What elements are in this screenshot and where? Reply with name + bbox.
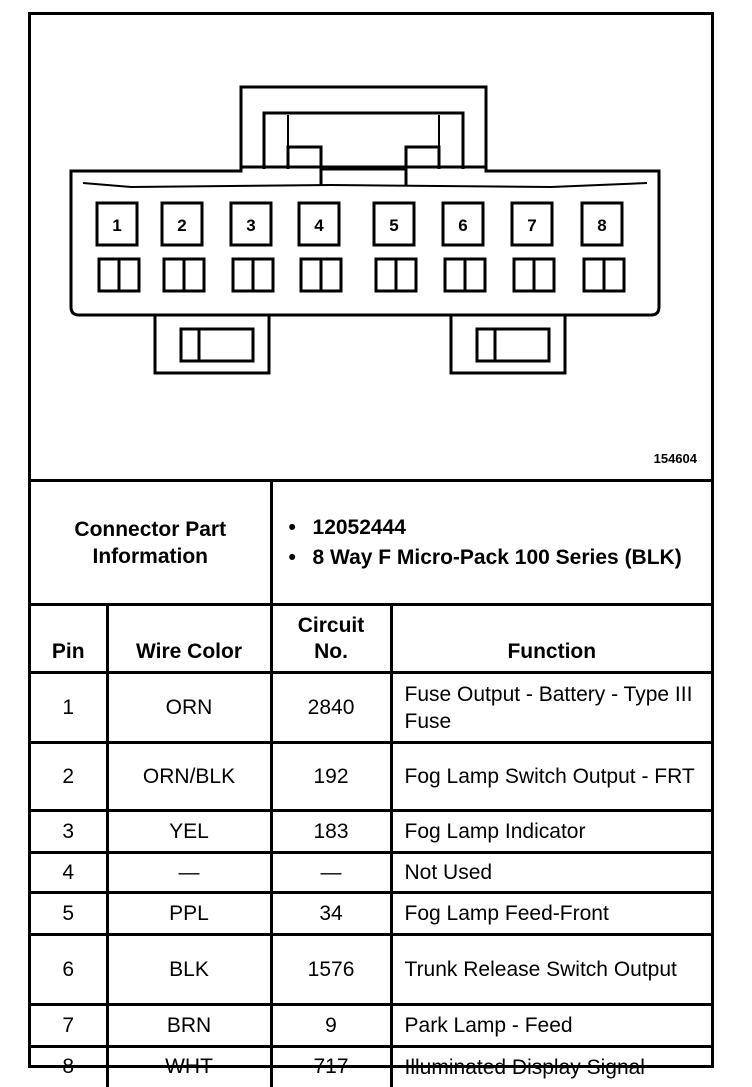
table-header-row <box>31 605 711 673</box>
cell-circuit: 183 <box>271 811 391 853</box>
table-row <box>31 853 711 893</box>
cell-pin: 8 <box>31 1047 107 1087</box>
cell-function: Fog Lamp Feed-Front <box>391 893 711 935</box>
cell-wire-color: PPL <box>107 893 271 935</box>
cell-function: Fog Lamp Indicator <box>391 811 711 853</box>
mount-tab-left <box>155 315 269 373</box>
connector-info-row <box>31 481 711 605</box>
connector-info-label: Connector Part Information <box>31 481 271 605</box>
cell-wire-color: ORN <box>107 673 271 743</box>
pin-number-6: 6 <box>458 216 468 235</box>
pin-number-4: 4 <box>314 216 324 235</box>
connector-description: • 8 Way F Micro-Pack 100 Series (BLK) <box>313 543 704 573</box>
pinout-table <box>31 479 711 1087</box>
cell-circuit: 717 <box>271 1047 391 1087</box>
cell-pin: 6 <box>31 935 107 1005</box>
cell-circuit: 2840 <box>271 673 391 743</box>
connector-diagram <box>31 15 711 479</box>
cell-function: Trunk Release Switch Output <box>391 935 711 1005</box>
pin-number-5: 5 <box>389 216 399 235</box>
table-row <box>31 743 711 811</box>
cell-wire-color: BLK <box>107 935 271 1005</box>
cell-function: Fog Lamp Switch Output - FRT <box>391 743 711 811</box>
cell-function: Park Lamp - Feed <box>391 1005 711 1047</box>
cell-pin: 1 <box>31 673 107 743</box>
cell-pin: 4 <box>31 853 107 893</box>
latch-inner <box>264 113 463 169</box>
cell-wire-color: — <box>107 853 271 893</box>
cell-pin: 2 <box>31 743 107 811</box>
connector-drawing <box>31 15 711 479</box>
header-pin: Pin <box>31 605 107 673</box>
cell-circuit: — <box>271 853 391 893</box>
figure-id: 154604 <box>653 451 697 466</box>
cell-circuit: 192 <box>271 743 391 811</box>
table-row <box>31 811 711 853</box>
header-function: Function <box>391 605 711 673</box>
part-number: • 12052444 <box>313 513 704 543</box>
pin-number-2: 2 <box>177 216 187 235</box>
pin-number-8: 8 <box>597 216 607 235</box>
cell-wire-color: BRN <box>107 1005 271 1047</box>
cell-circuit: 9 <box>271 1005 391 1047</box>
cell-circuit: 1576 <box>271 935 391 1005</box>
table-row <box>31 893 711 935</box>
latch-lines <box>288 115 439 169</box>
latch-outline <box>241 87 486 169</box>
header-circuit: Circuit No. <box>271 605 391 673</box>
cell-wire-color: ORN/BLK <box>107 743 271 811</box>
cell-function: Illuminated Display Signal <box>391 1047 711 1087</box>
cell-pin: 3 <box>31 811 107 853</box>
cell-wire-color: YEL <box>107 811 271 853</box>
pin-number-1: 1 <box>112 216 122 235</box>
table-row <box>31 935 711 1005</box>
pin-number-3: 3 <box>246 216 256 235</box>
mount-tab-right <box>451 315 565 373</box>
cell-function: Fuse Output - Battery - Type III Fuse <box>391 673 711 743</box>
header-wire-color: Wire Color <box>107 605 271 673</box>
cell-function: Not Used <box>391 853 711 893</box>
cell-pin: 5 <box>31 893 107 935</box>
cell-circuit: 34 <box>271 893 391 935</box>
table-row <box>31 1047 711 1087</box>
body-inner-edge <box>83 183 647 187</box>
cell-wire-color: WHT <box>107 1047 271 1087</box>
table-row <box>31 1005 711 1047</box>
connector-body <box>71 167 659 315</box>
pin-number-7: 7 <box>527 216 537 235</box>
table-row <box>31 673 711 743</box>
connector-info-list <box>271 481 711 605</box>
cell-pin: 7 <box>31 1005 107 1047</box>
connector-sheet <box>28 12 714 1079</box>
